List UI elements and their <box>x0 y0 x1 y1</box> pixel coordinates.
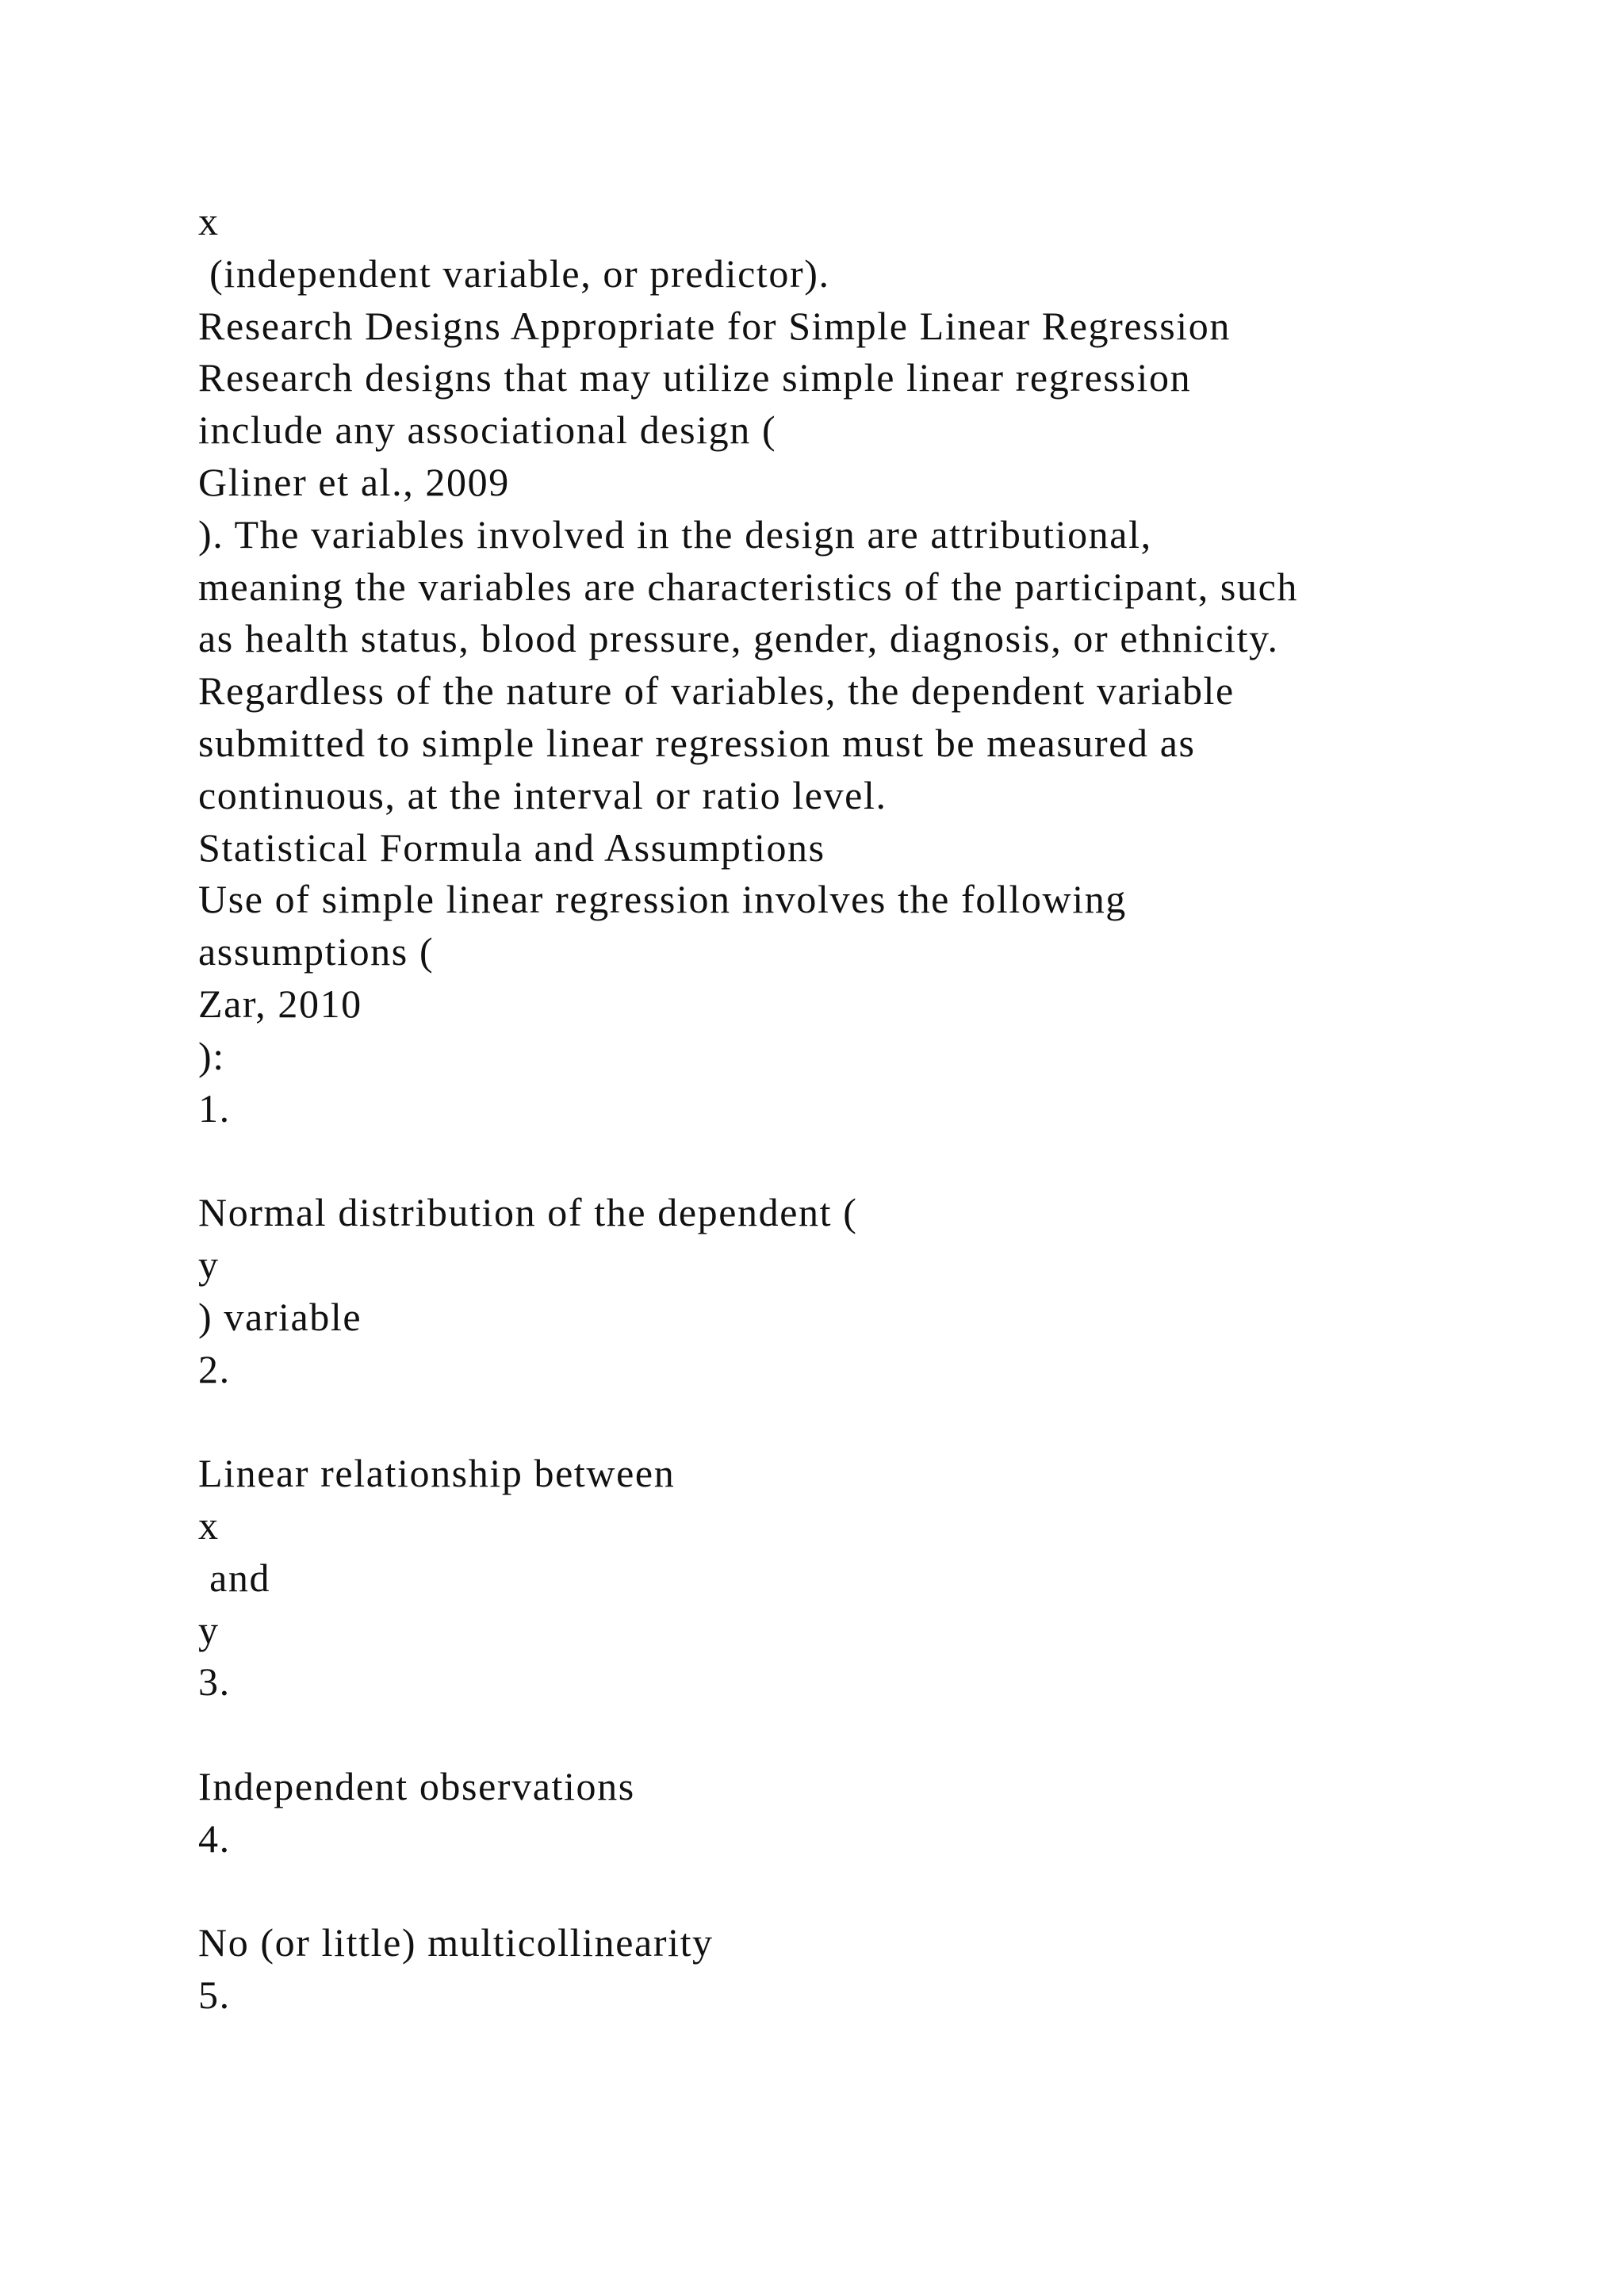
text-line: assumptions ( <box>198 929 435 974</box>
document-body <box>198 196 1546 2022</box>
list-item-text: Independent observations <box>198 1763 635 1808</box>
section-heading: Research Designs Appropriate for Simple Linear Regression <box>198 303 1231 348</box>
blank-line <box>198 1709 1546 1761</box>
variable-symbol: x <box>198 1502 220 1548</box>
citation: Gliner et al., 2009 <box>198 459 510 504</box>
list-item-text: Normal distribution of the dependent ( <box>198 1190 858 1235</box>
list-number: 4. <box>198 1816 231 1861</box>
blank-line <box>198 1866 1546 1918</box>
text-line: ): <box>198 1033 225 1078</box>
list-number: 3. <box>198 1659 231 1705</box>
list-item-text: Linear relationship between <box>198 1451 676 1496</box>
text-line: include any associational design ( <box>198 408 777 453</box>
blank-line <box>198 1395 1546 1448</box>
text-line: (independent variable, or predictor). <box>198 251 830 296</box>
list-number: 1. <box>198 1085 231 1131</box>
text-line: meaning the variables are characteristics of the participant, such <box>198 564 1298 609</box>
citation: Zar, 2010 <box>198 981 362 1026</box>
variable-symbol: y <box>198 1242 220 1287</box>
text-line: Research designs that may utilize simple linear regression <box>198 355 1192 400</box>
section-heading: Statistical Formula and Assumptions <box>198 825 825 870</box>
text-line: ). The variables involved in the design are attributional, <box>198 511 1152 557</box>
variable-symbol: y <box>198 1607 220 1652</box>
text-line: continuous, at the interval or ratio level. <box>198 772 887 817</box>
list-number: 5. <box>198 1973 231 2018</box>
text-line: as health status, blood pressure, gender, diagnosis, or ethnicity. <box>198 616 1279 661</box>
text-line: Regardless of the nature of variables, the dependent variable <box>198 668 1235 714</box>
list-item-text: ) variable <box>198 1294 362 1339</box>
list-item-text: and <box>198 1555 271 1600</box>
text-line: Use of simple linear regression involves the following <box>198 877 1127 922</box>
list-number: 2. <box>198 1346 231 1391</box>
text-line: x <box>198 199 220 243</box>
text-line: submitted to simple linear regression must be measured as <box>198 720 1196 765</box>
list-item-text: No (or little) multicollinearity <box>198 1920 714 1965</box>
blank-line <box>198 1135 1546 1187</box>
